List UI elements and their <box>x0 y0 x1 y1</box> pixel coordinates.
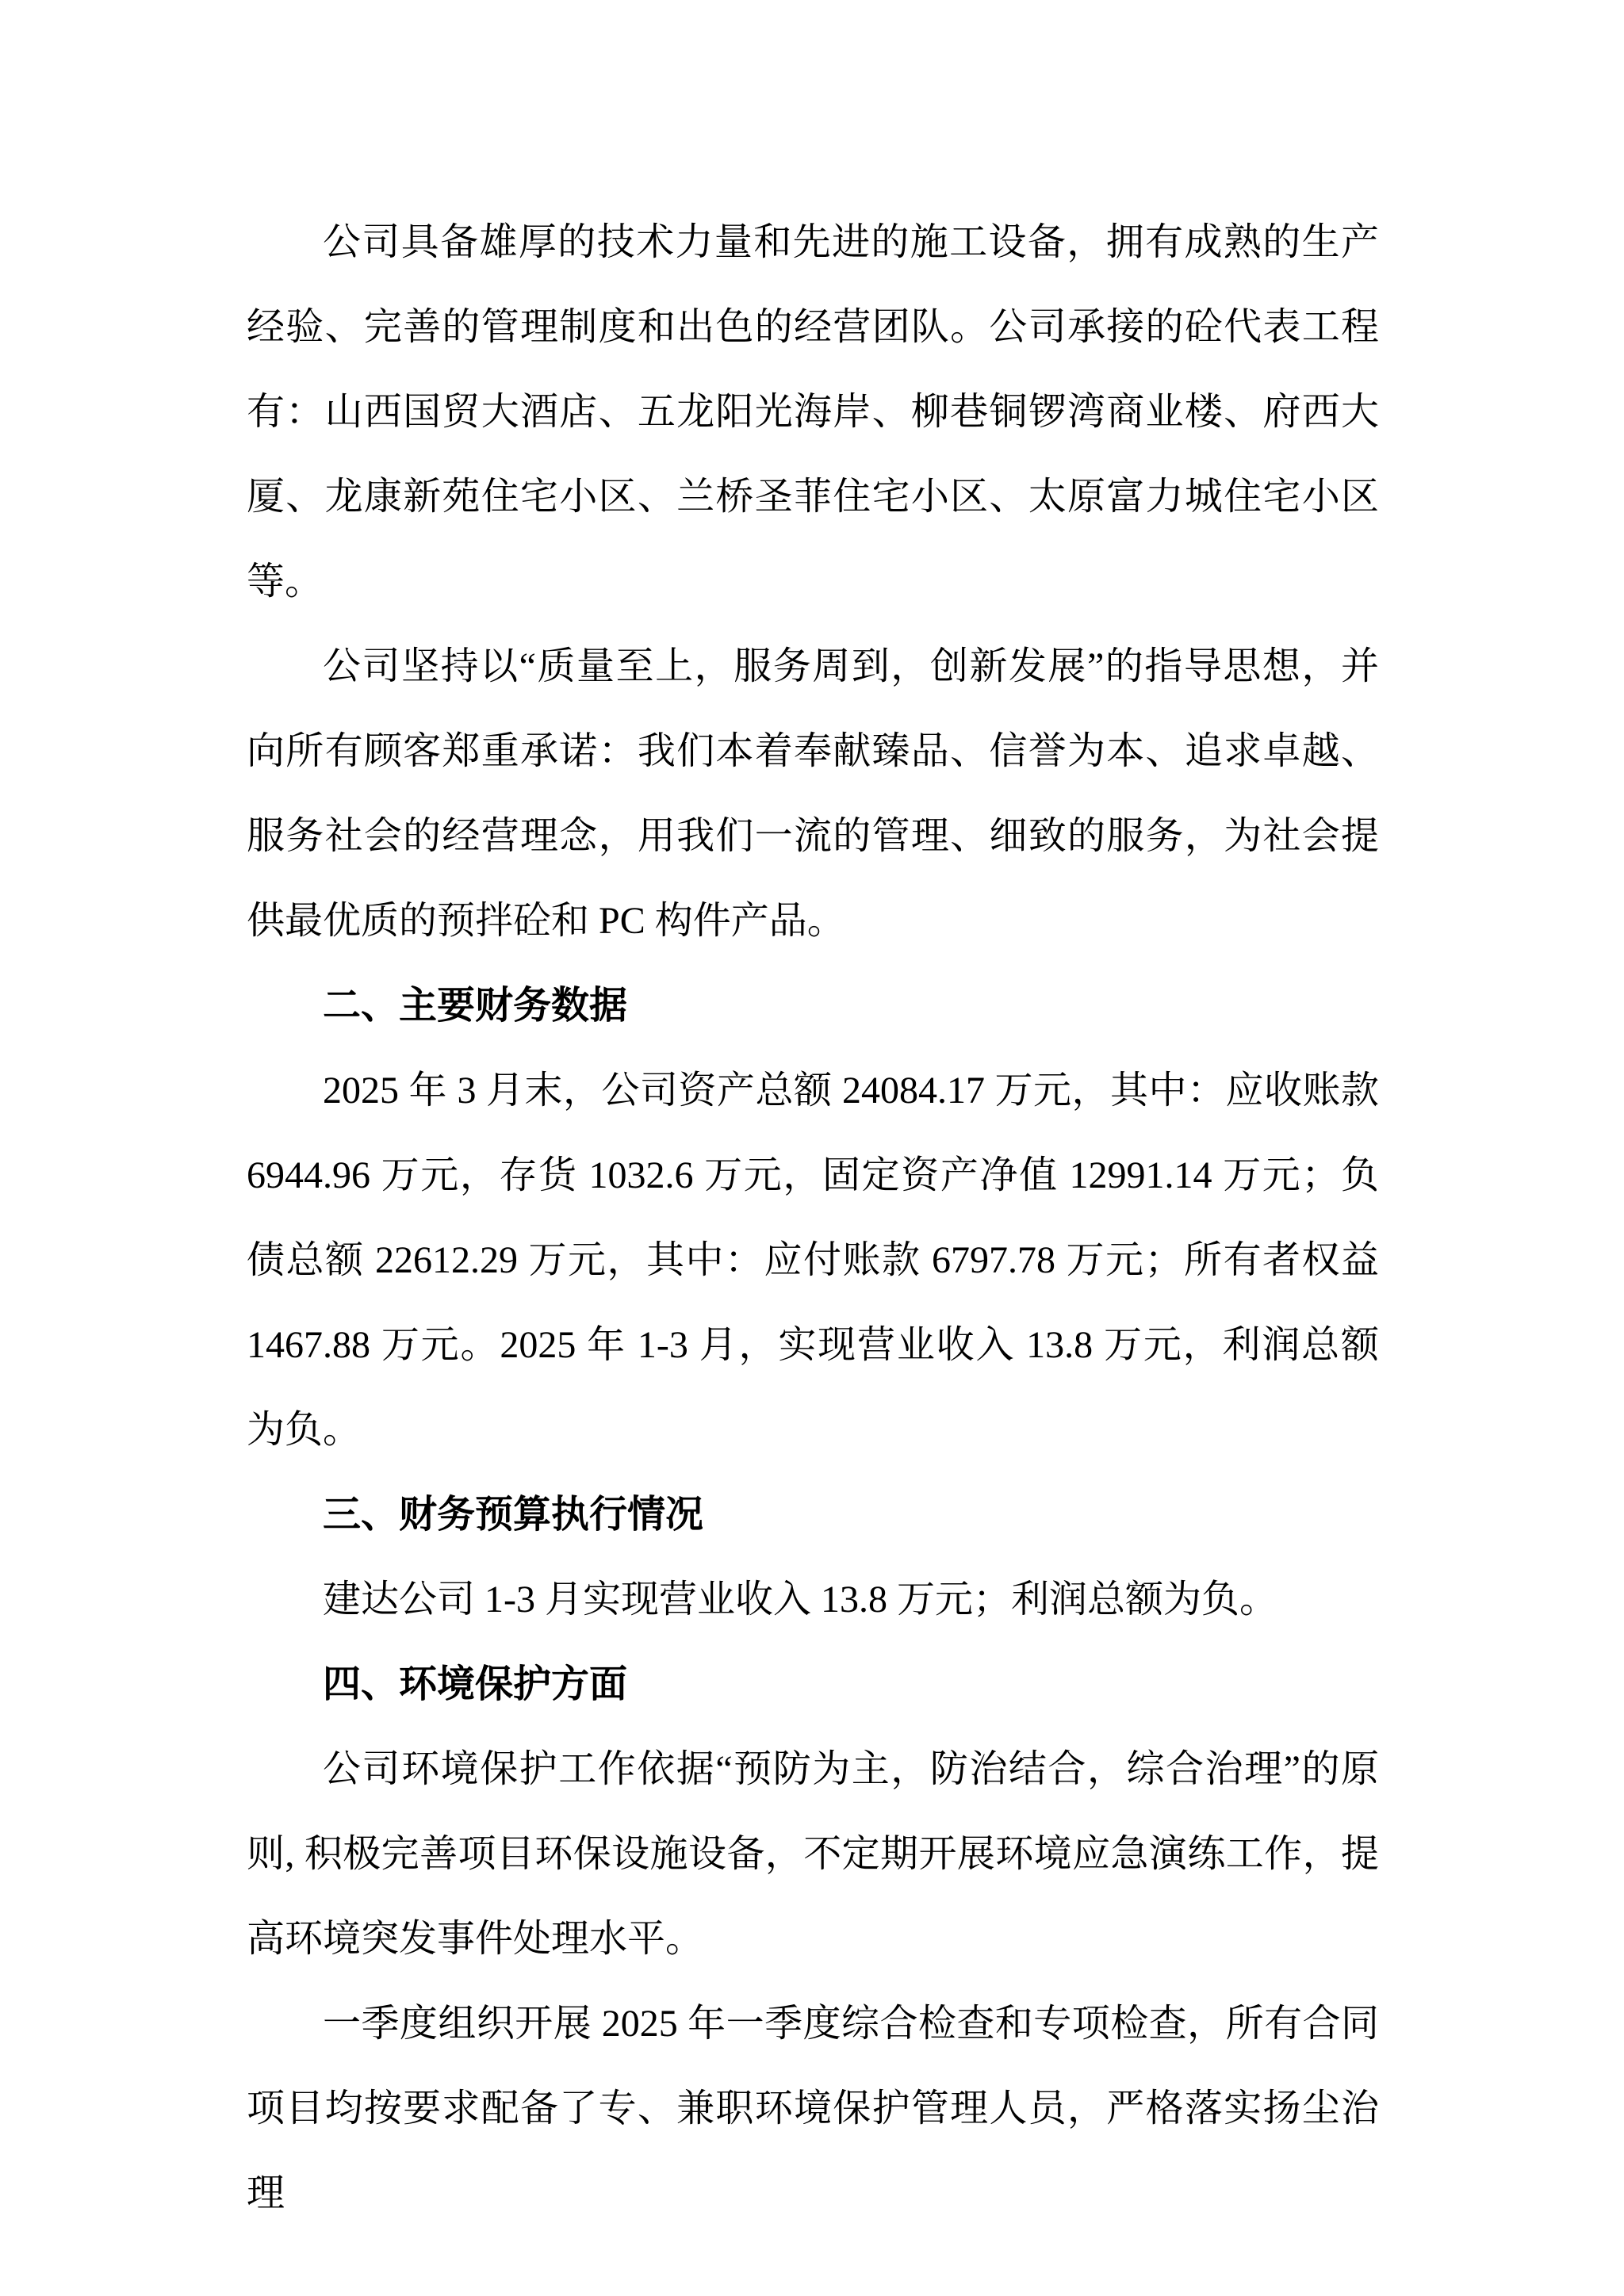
section-heading-environmental-protection: 四、环境保护方面 <box>323 1663 628 1705</box>
paragraph-company-commitment: 公司坚持以“质量至上，服务周到，创新发展”的指导思想，并向所有顾客郑重承诺：我们本着奉献臻品、信誉为本、追求卓越、服务社会的经营理念，用我们一流的管理、细致的服务，为社会提供最优质的预拌砼和 PC 构件产品。 <box>247 645 1379 942</box>
section-heading-budget-execution: 三、财务预算执行情况 <box>323 1494 704 1536</box>
paragraph-company-strength: 公司具备雄厚的技术力量和先进的施工设备，拥有成熟的生产经验、完善的管理制度和出色的经营团队。公司承接的砼代表工程有：山西国贸大酒店、五龙阳光海岸、柳巷铜锣湾商业楼、府西大厦、龙康新苑住宅小区、兰桥圣菲住宅小区、太原富力城住宅小区等。 <box>247 221 1379 603</box>
paragraph-financial-data: 2025 年 3 月末，公司资产总额 24084.17 万元，其中：应收账款 6944.96 万元，存货 1032.6 万元，固定资产净值 12991.14 万元；负债总额 22612.29 万元，其中：应付账款 6797.78 万元；所有者权益 1467.88 万元。2025 年 1-3 月，实现营业收入 13.8 万元，利润总额为负。 <box>247 1070 1379 1451</box>
paragraph-budget-execution: 建达公司 1-3 月实现营业收入 13.8 万元；利润总额为负。 <box>323 1578 1277 1621</box>
paragraph-quarterly-inspection: 一季度组织开展 2025 年一季度综合检查和专项检查，所有合同项目均按要求配备了专、兼职环境保护管理人员，严格落实扬尘治理 <box>247 2003 1379 2214</box>
paragraph-environmental-policy: 公司环境保护工作依据“预防为主，防治结合，综合治理”的原则, 积极完善项目环保设施设备，不定期开展环境应急演练工作，提高环境突发事件处理水平。 <box>247 1748 1379 1960</box>
section-heading-financial-data: 二、主要财务数据 <box>323 985 628 1027</box>
